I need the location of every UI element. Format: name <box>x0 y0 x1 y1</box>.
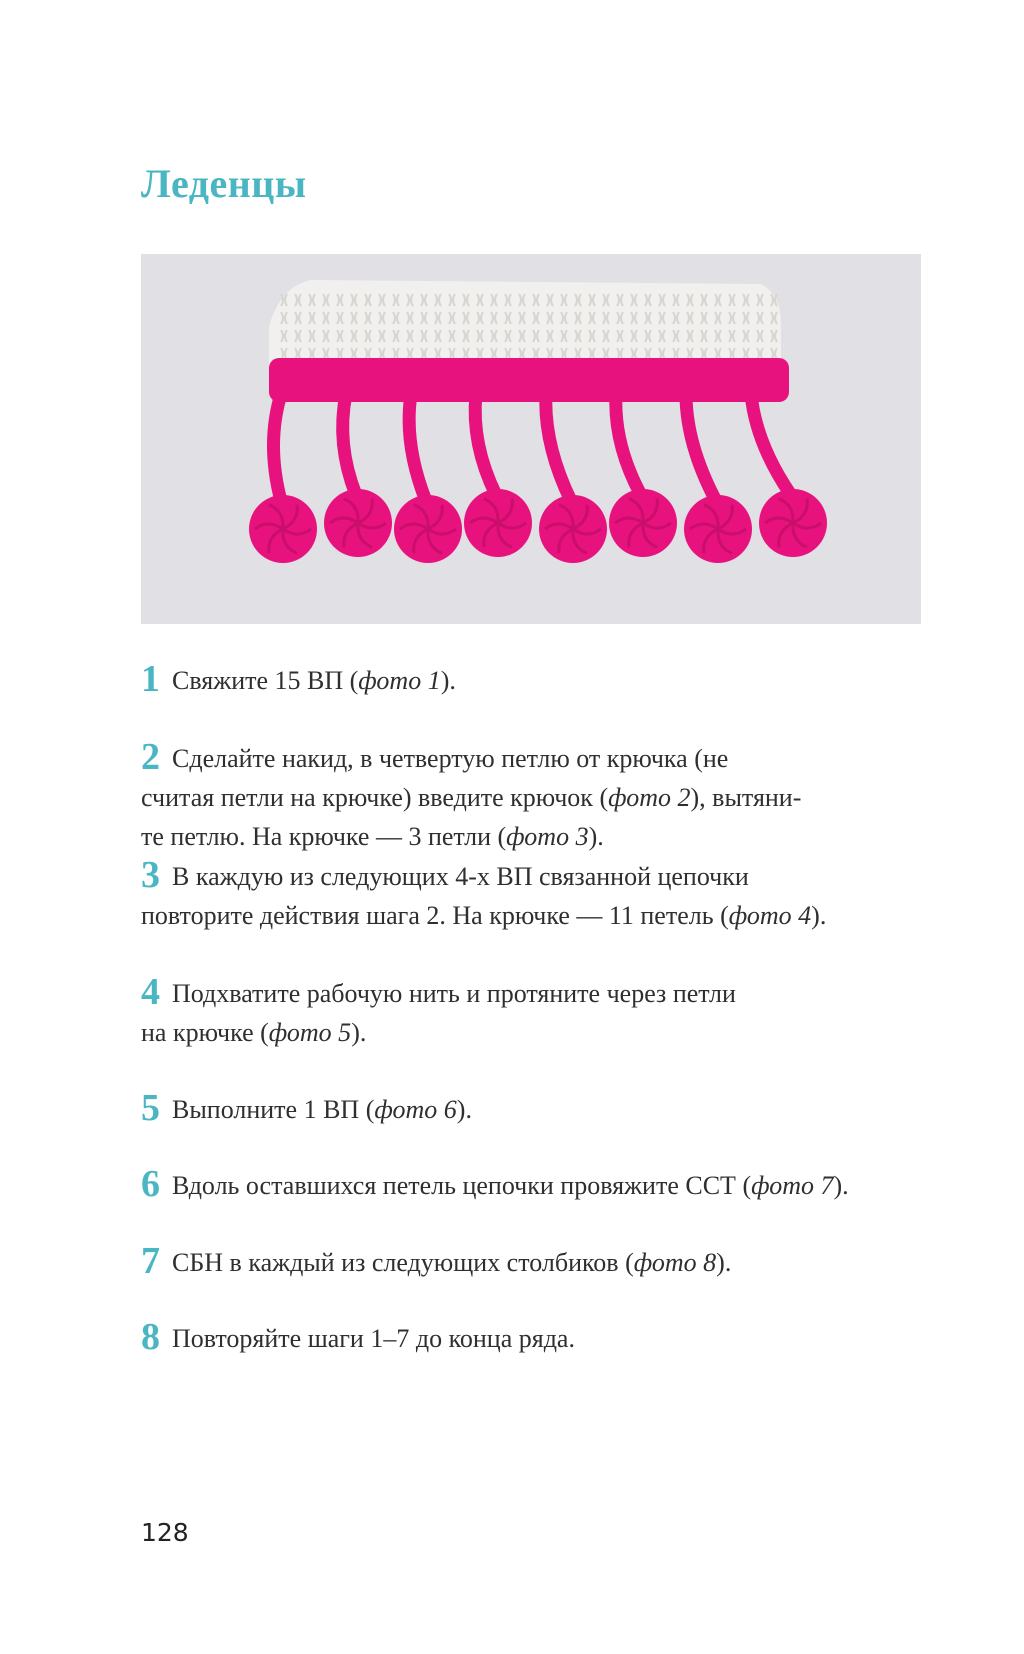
step-text: ). <box>351 1018 367 1047</box>
step-2 <box>141 738 931 856</box>
step-1 <box>141 660 931 700</box>
step-number: 2 <box>141 736 160 778</box>
step-text: Повторяйте шаги 1–7 до конца ряда. <box>172 1324 575 1353</box>
step-number: 7 <box>141 1240 160 1282</box>
step-text: те петлю. На крючке — 3 петли ( <box>141 822 507 851</box>
page-number: 128 <box>141 1518 189 1547</box>
step-text: Сделайте накид, в четвертую петлю от крючка (не <box>172 744 729 773</box>
step-text: ). <box>716 1248 732 1277</box>
photo-reference: фото 7 <box>751 1171 834 1200</box>
step-text: Вдоль оставшихся петель цепочки провяжите ССТ ( <box>172 1171 752 1200</box>
step-number: 5 <box>141 1087 160 1129</box>
photo-reference: фото 6 <box>374 1095 457 1124</box>
step-text: ), вытяни- <box>690 783 802 812</box>
step-5 <box>141 1089 931 1129</box>
step-number: 8 <box>141 1316 160 1358</box>
step-text: СБН в каждый из следующих столбиков ( <box>172 1248 634 1277</box>
step-text: Подхватите рабочую нить и протяните через петли <box>172 979 736 1008</box>
step-4 <box>141 973 931 1052</box>
step-text: ). <box>811 901 827 930</box>
step-text: Выполните 1 ВП ( <box>172 1095 375 1124</box>
step-7 <box>141 1242 931 1282</box>
step-text: ). <box>833 1171 849 1200</box>
step-text: считая петли на крючке) введите крючок ( <box>141 783 609 812</box>
step-text: ). <box>456 1095 472 1124</box>
step-text: ). <box>588 822 604 851</box>
photo-reference: фото 1 <box>358 666 441 695</box>
crochet-lollipop-edging-photo <box>141 254 921 624</box>
step-number: 1 <box>141 658 160 700</box>
photo-reference: фото 2 <box>608 783 691 812</box>
step-3 <box>141 856 931 935</box>
step-number: 4 <box>141 971 160 1013</box>
step-6 <box>141 1165 931 1205</box>
step-text: ). <box>440 666 456 695</box>
photo-reference: фото 8 <box>633 1248 717 1277</box>
step-text: повторите действия шага 2. На крючке — 11 петель ( <box>141 901 729 930</box>
page-title: Леденцы <box>141 161 307 206</box>
step-text: на крючке ( <box>141 1018 269 1047</box>
step-text: Свяжите 15 ВП ( <box>172 666 359 695</box>
step-number: 3 <box>141 854 160 896</box>
photo-reference: фото 5 <box>268 1018 352 1047</box>
step-text: В каждую из следующих 4-х ВП связанной цепочки <box>172 862 749 891</box>
crochet-photo-illustration <box>141 254 921 624</box>
step-number: 6 <box>141 1163 160 1205</box>
photo-reference: фото 4 <box>728 901 812 930</box>
photo-reference: фото 3 <box>506 822 589 851</box>
step-8 <box>141 1318 931 1358</box>
